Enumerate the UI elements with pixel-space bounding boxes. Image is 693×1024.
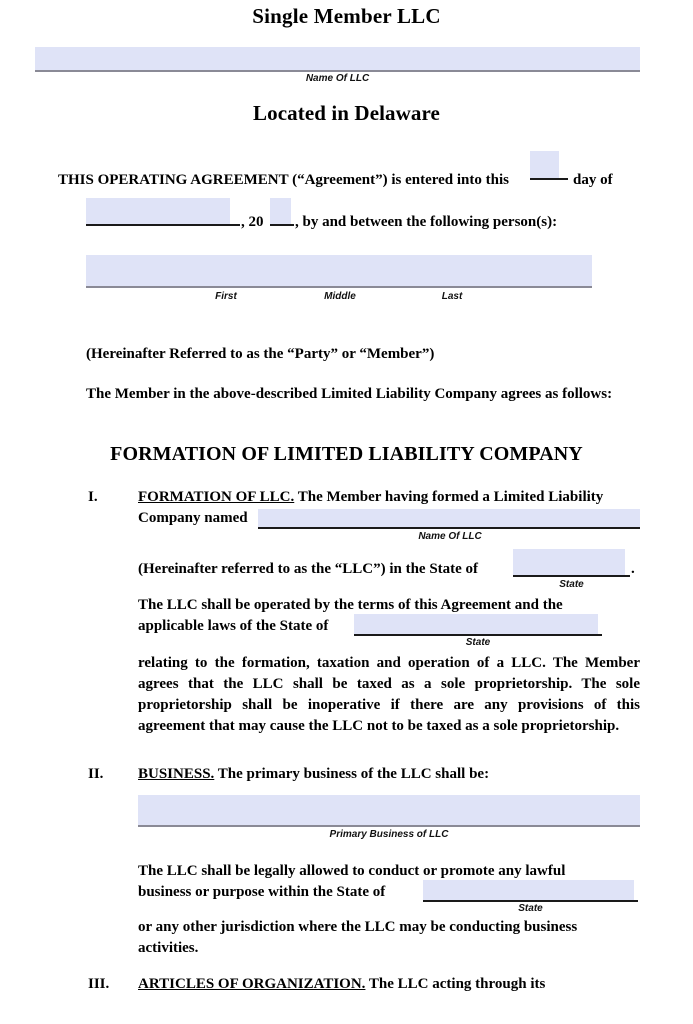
section-ii-label: BUSINESS. bbox=[138, 766, 215, 782]
state-of-laws-field[interactable] bbox=[354, 614, 598, 634]
day-field-rule bbox=[530, 178, 568, 180]
state-of-laws-field-rule bbox=[354, 634, 602, 636]
year-field[interactable] bbox=[270, 198, 291, 224]
section-ii-line4: or any other jurisdiction where the LLC may be conducting business bbox=[138, 919, 578, 935]
section-i-line3: (Hereinafter referred to as the “LLC”) in the State of bbox=[138, 561, 479, 577]
page-subtitle: Located in Delaware bbox=[253, 101, 440, 125]
llc-name-formation-caption: Name Of LLC bbox=[418, 531, 482, 542]
section-ii-line5: activities. bbox=[138, 940, 199, 956]
section-iii-lead: The LLC acting through its bbox=[365, 976, 546, 992]
primary-business-caption: Primary Business of LLC bbox=[329, 829, 449, 840]
year-field-rule bbox=[270, 224, 294, 226]
preamble-line1-text: THIS OPERATING AGREEMENT (“Agreement”) is entered into this bbox=[58, 172, 509, 188]
page-title: Single Member LLC bbox=[252, 4, 441, 28]
state-of-llc-field-rule bbox=[513, 575, 630, 577]
formation-heading: FORMATION OF LIMITED LIABILITY COMPANY bbox=[110, 443, 583, 465]
hereinafter-text: (Hereinafter Referred to as the “Party” or “Member”) bbox=[86, 346, 435, 362]
section-i-line4: The LLC shall be operated by the terms of this Agreement and the bbox=[138, 597, 563, 613]
state-of-business-caption: State bbox=[518, 903, 543, 914]
section-i-line5: applicable laws of the State of bbox=[138, 618, 329, 634]
llc-name-field-caption: Name Of LLC bbox=[305, 73, 370, 84]
month-field-rule bbox=[86, 224, 240, 226]
state-of-llc-caption: State bbox=[559, 579, 584, 590]
section-i-line2: Company named bbox=[138, 510, 248, 526]
person-name-caption-last: Last bbox=[441, 291, 463, 302]
agrees-text: The Member in the above-described Limited Liability Company agrees as follows: bbox=[86, 386, 613, 402]
person-name-caption-middle: Middle bbox=[324, 291, 356, 302]
section-numeral-iii: III. bbox=[88, 976, 110, 992]
llc-name-field[interactable] bbox=[35, 47, 640, 72]
state-of-laws-caption: State bbox=[465, 637, 491, 648]
preamble-year-prefix: , 20 bbox=[241, 214, 264, 230]
section-ii-line3: business or purpose within the State of bbox=[138, 884, 386, 900]
section-numeral-ii: II. bbox=[88, 766, 104, 782]
preamble-line2-text: , by and between the following person(s): bbox=[295, 214, 558, 230]
month-field[interactable] bbox=[86, 198, 230, 224]
section-i-paragraph: relating to the formation, taxation and operation of a LLC. The Member agrees that the LLC shall be taxed as a sole proprietorship. The sole proprietorship shall be inoperative if there are any provisions of this agreement that may cause the LLC not to be taxed as a sole proprietorship. bbox=[138, 655, 640, 734]
section-ii-line2: The LLC shall be legally allowed to conduct or promote any lawful bbox=[138, 863, 566, 879]
section-iii-label: ARTICLES OF ORGANIZATION. bbox=[138, 976, 366, 992]
primary-business-field[interactable] bbox=[138, 795, 640, 827]
llc-name-formation-field[interactable] bbox=[258, 509, 640, 529]
day-field[interactable] bbox=[530, 151, 559, 178]
person-name-field[interactable] bbox=[86, 255, 592, 288]
section-i-label: FORMATION OF LLC. bbox=[138, 489, 295, 505]
section-numeral-i: I. bbox=[88, 489, 98, 505]
person-name-caption-first: First bbox=[215, 291, 237, 302]
section-i-lead: The Member having formed a Limited Liability bbox=[294, 489, 604, 505]
section-ii-lead: The primary business of the LLC shall be: bbox=[214, 766, 490, 782]
state-of-llc-field[interactable] bbox=[513, 549, 625, 575]
state-of-business-field-rule bbox=[423, 900, 638, 902]
state-of-business-field[interactable] bbox=[423, 880, 634, 900]
preamble-day-of-text: day of bbox=[573, 172, 613, 188]
section-i-line3-period: . bbox=[631, 561, 635, 577]
